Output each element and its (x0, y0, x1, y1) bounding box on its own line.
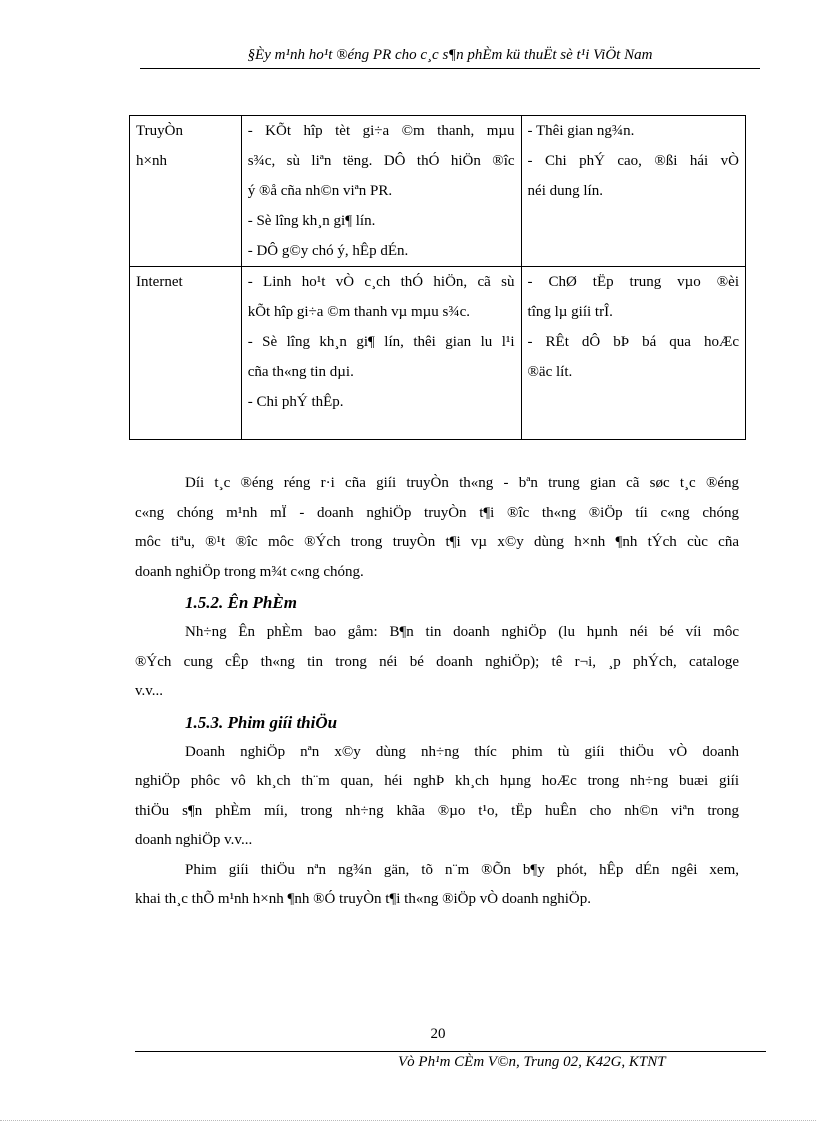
medium-cell (130, 116, 242, 267)
text-line: doanh nghiÖp v.v... (135, 832, 253, 848)
cell-line: - KÕt hîp tèt gi÷a ©m thanh, mµu (247, 123, 515, 139)
advantages-cell (241, 267, 521, 440)
text-line: nghiÖp phôc vô kh¸ch th¨m quan, héi nghÞ kh¸ch hµng hoÆc trong nh÷ng buæi giíi (135, 773, 739, 789)
cell-line: - Thêi gian ng¾n. (527, 123, 635, 139)
cell-line: - Chi phÝ thÊp. (247, 394, 344, 410)
section-heading: 1.5.3. Phim giíi thiÖu (185, 712, 338, 732)
text-line: khai th¸c thÕ m¹nh h×nh ¶nh ®Ó truyÒn t¶i th«ng ®iÖp vÒ doanh nghiÖp. (135, 891, 591, 907)
paragraph (135, 618, 739, 707)
disadvantages-cell (521, 116, 745, 267)
text-line: thiÖu s¶n phÈm míi, trong nh÷ng khãa ®µo t¹o, tËp huÊn cho nh©n viªn trong (135, 802, 739, 819)
cell-line: - Sè lîng kh¸n gi¶ lín, thêi gian lu l¹i (247, 334, 515, 350)
page-edge-divider (0, 1120, 816, 1121)
paragraph (135, 469, 739, 587)
running-header: §Èy m¹nh ho¹t ®éng PR cho c¸c s¶n phÈm kü thuËt sè t¹i ViÖt Nam (247, 47, 653, 63)
cell-line: - RÊt dÔ bÞ bá qua hoÆc (527, 334, 739, 350)
text-line: môc tiªu, ®¹t ®îc môc ®Ých trong truyÒn t¶i vµ x©y dùng h×nh ¶nh tÝch cùc cña (135, 534, 739, 550)
cell-line: cña th«ng tin dµi. (247, 364, 354, 380)
text-line: ®Ých cung cÊp th«ng tin trong néi bé doanh nghiÖp); tê r¬i, ¸p phÝch, cataloge (135, 653, 739, 670)
cell-line: TruyÒn (136, 123, 183, 139)
cell-line: Internet (136, 274, 183, 290)
cell-line: ý ®å cña nh©n viªn PR. (247, 183, 393, 199)
cell-line: - Sè lîng kh¸n gi¶ lín. (247, 213, 376, 229)
paragraph (135, 738, 739, 856)
cell-line: kÕt hîp gi÷a ©m thanh vµ mµu s¾c. (247, 304, 471, 320)
cell-line: - Linh ho¹t vÒ c¸ch thÓ hiÖn, cã sù (247, 274, 515, 290)
cell-line: ®äc lít. (527, 364, 573, 380)
cell-line: - DÔ g©y chó ý, hÊp dÉn. (247, 243, 409, 259)
footer-rule (135, 1051, 766, 1052)
body-text (135, 469, 739, 915)
text-line: doanh nghiÖp trong m¾t c«ng chóng. (135, 563, 364, 580)
cell-line: - ChØ tËp trung vµo ®èi (527, 274, 739, 290)
text-line: Nh÷ng Ên phÈm bao gåm: B¶n tin doanh nghiÖp (lu hµnh néi bé víi môc (185, 624, 739, 640)
section-heading: 1.5.2. Ên PhÈm (185, 593, 297, 612)
text-line: Díi t¸c ®éng réng r·i cña giíi truyÒn th«ng - bªn trung gian cã søc t¸c ®éng (185, 475, 739, 491)
text-line: Doanh nghiÖp nªn x©y dùng nh÷ng thíc phim tù giíi thiÖu vÒ doanh (185, 743, 739, 760)
text-line: v.v... (135, 683, 164, 699)
text-line: Phim giíi thiÖu nªn ng¾n gän, tõ n¨m ®Õn b¶y phót, hÊp dÉn ngêi xem, (185, 861, 739, 878)
table-row (130, 116, 746, 267)
cell-line: - Chi phÝ cao, ®ßi hái vÒ (527, 153, 739, 169)
cell-line: s¾c, sù liªn tëng. DÔ thÓ hiÖn ®îc (247, 153, 515, 169)
running-footer: Vò Ph¹m CÈm V©n, Trung 02, K42G, KTNT (398, 1054, 666, 1070)
table-row (130, 267, 746, 440)
medium-cell (130, 267, 242, 440)
page-number: 20 (430, 1026, 446, 1042)
header-rule (140, 68, 760, 69)
media-comparison-table (129, 115, 746, 440)
advantages-cell (241, 116, 521, 267)
text-line: c«ng chóng m¹nh mÏ - doanh nghiÖp truyÒn t¶i ®îc th«ng ®iÖp tíi c«ng chóng (135, 504, 739, 521)
cell-line: néi dung lín. (527, 183, 603, 199)
cell-line: tîng lµ giíi trÎ. (527, 304, 613, 320)
cell-line: h×nh (136, 153, 167, 169)
disadvantages-cell (521, 267, 745, 440)
paragraph (135, 856, 739, 915)
